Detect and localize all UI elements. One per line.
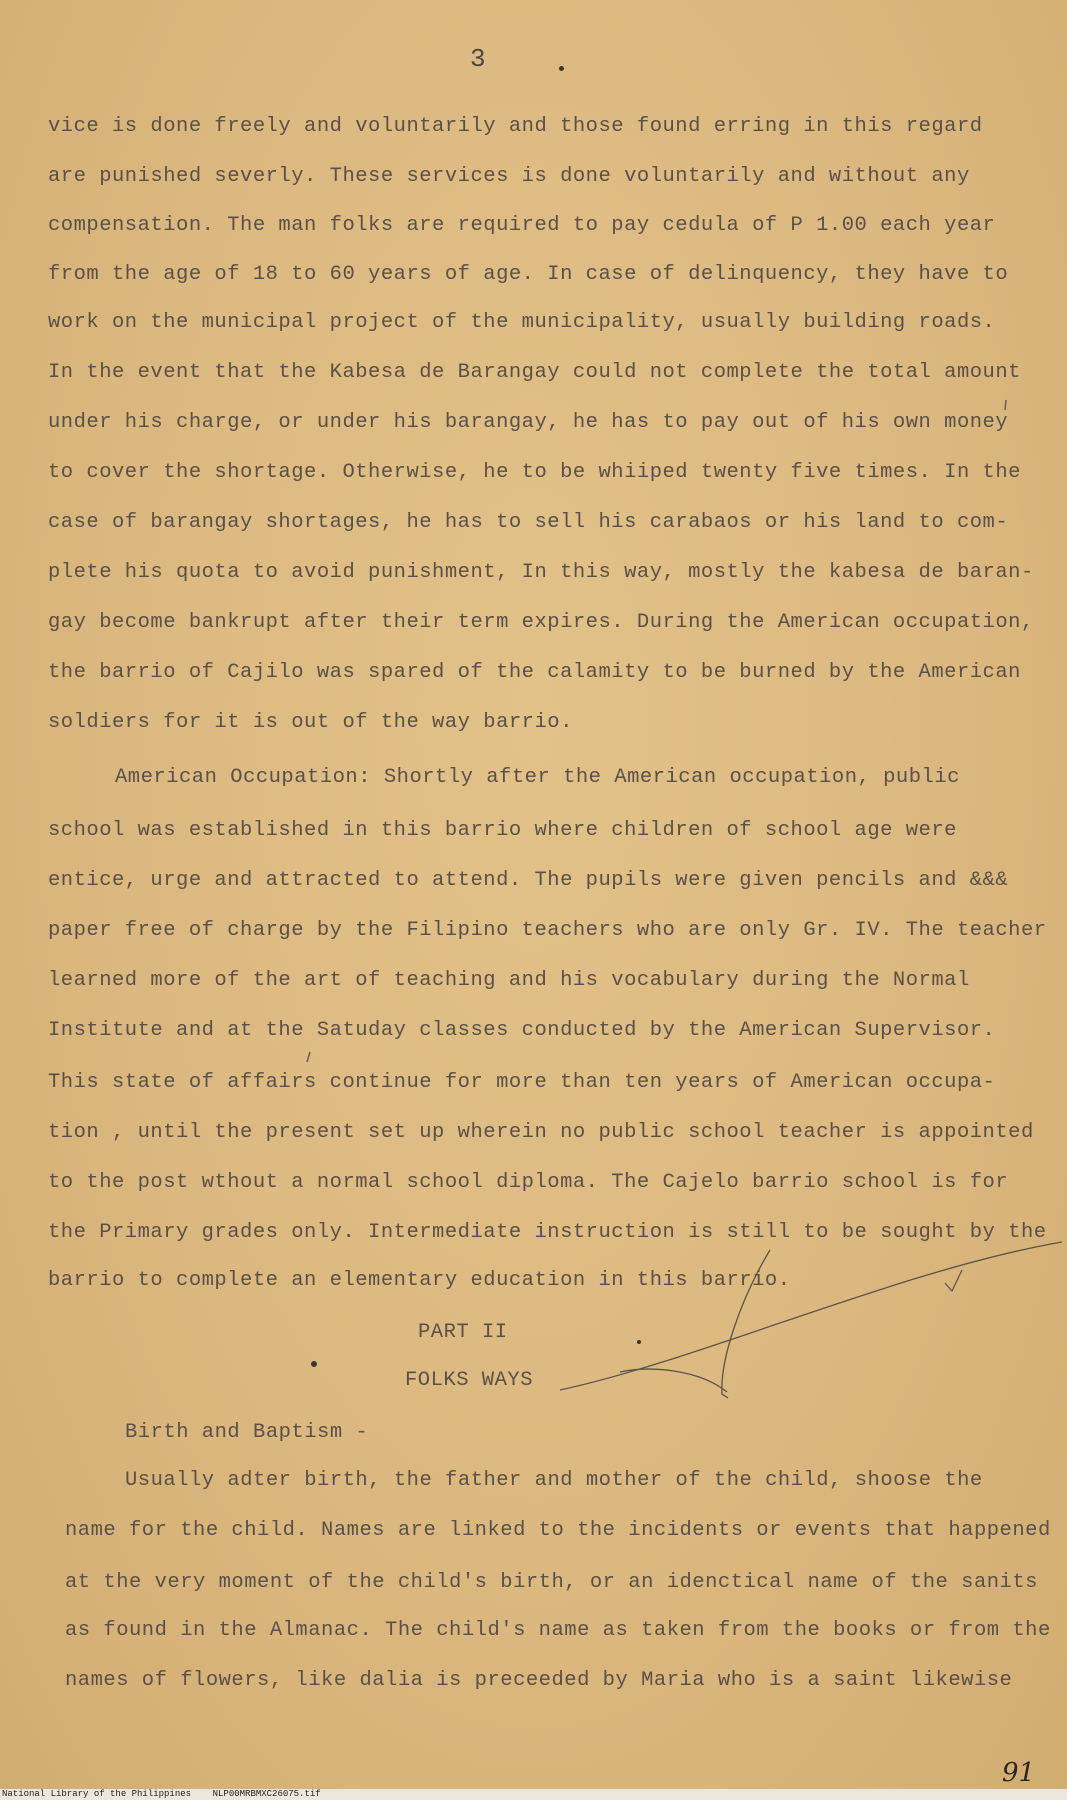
text-line: Institute and at the Satuday classes conducted by the American Supervisor.	[48, 1019, 996, 1042]
text-line: tion , until the present set up wherein no public school teacher is appointed	[48, 1121, 1034, 1144]
text-line: compensation. The man folks are required to pay cedula of P 1.00 each year	[48, 214, 996, 237]
text-line: from the age of 18 to 60 years of age. In case of delinquency, they have to	[48, 263, 1009, 286]
text-line: to the post wthout a normal school diploma. The Cajelo barrio school is for	[48, 1171, 1009, 1194]
text-line: case of barangay shortages, he has to sell his carabaos or his land to com-	[48, 511, 1009, 534]
text-line: barrio to complete an elementary education in this barrio.	[48, 1269, 791, 1292]
text-line: vice is done freely and voluntarily and those found erring in this regard	[48, 115, 983, 138]
section-heading: FOLKS WAYS	[405, 1369, 534, 1392]
text-line: are punished severly. These services is done voluntarily and without any	[48, 165, 970, 188]
text-line: In the event that the Kabesa de Barangay could not complete the total amount	[48, 361, 1021, 384]
text-line: under his charge, or under his barangay, he has to pay out of his own money	[48, 411, 1009, 434]
text-line: learned more of the art of teaching and his vocabulary during the Normal	[48, 969, 970, 992]
text-line: gay become bankrupt after their term expires. During the American occupation,	[48, 611, 1034, 634]
text-line: at the very moment of the child's birth, or an idenctical name of the sanits	[65, 1571, 1038, 1594]
text-line: This state of affairs continue for more than ten years of American occupa-	[48, 1071, 996, 1094]
text-line: school was established in this barrio where children of school age were	[48, 819, 957, 842]
text-line: as found in the Almanac. The child's name as taken from the books or from the	[65, 1619, 1051, 1642]
footer-caption: National Library of the Philippines NLP00MRBMXC26075.tif	[0, 1789, 1067, 1800]
text-line: names of flowers, like dalia is preceeded by Maria who is a saint likewise	[65, 1669, 1013, 1692]
text-line: soldiers for it is out of the way barrio.	[48, 711, 573, 734]
page-number: 3	[470, 44, 486, 74]
text-line: entice, urge and attracted to attend. The pupils were given pencils and &&&	[48, 869, 1009, 892]
text-line: the Primary grades only. Intermediate instruction is still to be sought by the	[48, 1221, 1047, 1244]
text-line: to cover the shortage. Otherwise, he to be whiiped twenty five times. In the	[48, 461, 1021, 484]
text-line: plete his quota to avoid punishment, In this way, mostly the kabesa de baran-	[48, 561, 1034, 584]
text-line: Usually adter birth, the father and mother of the child, shoose the	[125, 1469, 983, 1492]
text-line: name for the child. Names are linked to the incidents or events that happened	[65, 1519, 1051, 1542]
text-line: paper free of charge by the Filipino teachers who are only Gr. IV. The teacher	[48, 919, 1047, 942]
handwritten-page-number: 91	[1002, 1758, 1036, 1788]
part-heading: PART II	[418, 1321, 508, 1344]
text-line: the barrio of Cajilo was spared of the calamity to be burned by the American	[48, 661, 1021, 684]
text-line: work on the municipal project of the municipality, usually building roads.	[48, 311, 996, 334]
subheading: Birth and Baptism -	[125, 1421, 369, 1444]
text-line: American Occupation: Shortly after the American occupation, public	[115, 766, 960, 789]
